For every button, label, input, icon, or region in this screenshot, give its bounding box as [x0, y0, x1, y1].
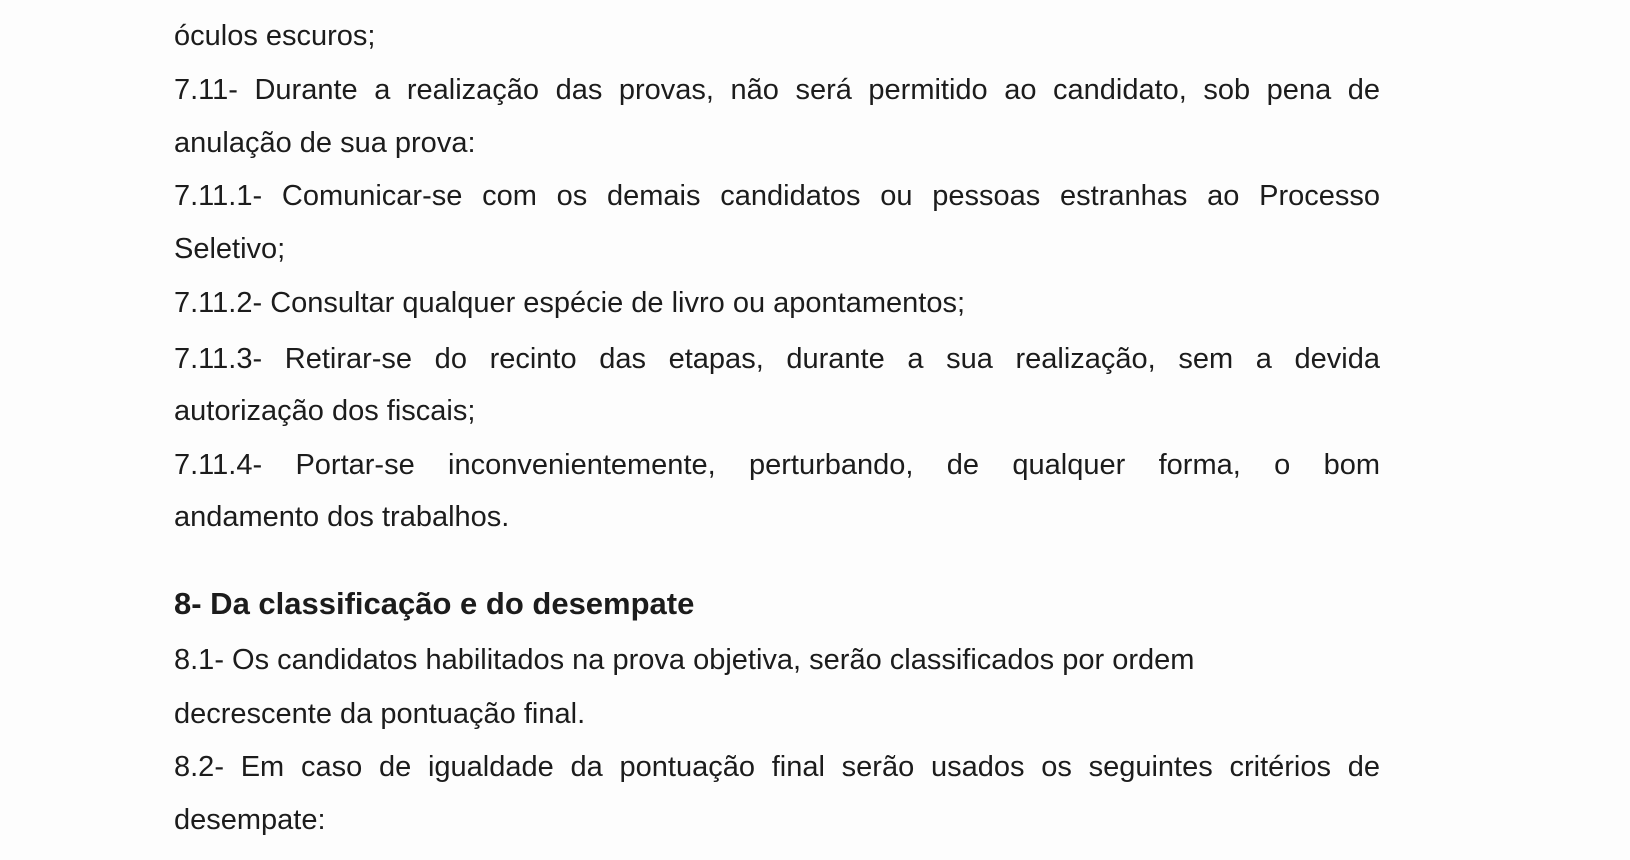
paragraph-line: desempate: [174, 804, 326, 836]
paragraph-line: andamento dos trabalhos. [174, 501, 510, 533]
paragraph-line: Seletivo; [174, 233, 286, 265]
paragraph-line: decrescente da pontuação final. [174, 698, 586, 730]
paragraph-line-7-11-3: 7.11.3- Retirar-se do recinto das etapas, durante a sua realização, sem a devida [174, 343, 1380, 375]
paragraph-line-8-2: 8.2- Em caso de igualdade da pontuação final serão usados os seguintes critérios de [174, 751, 1380, 783]
paragraph-line: anulação de sua prova: [174, 127, 476, 159]
paragraph-line-7-11-4: 7.11.4- Portar-se inconvenientemente, perturbando, de qualquer forma, o bom [174, 449, 1380, 481]
paragraph-line-7-11: 7.11- Durante a realização das provas, não será permitido ao candidato, sob pena de [174, 74, 1380, 106]
paragraph-line-7-11-2: 7.11.2- Consultar qualquer espécie de livro ou apontamentos; [174, 287, 966, 319]
paragraph-line-8-1: 8.1- Os candidatos habilitados na prova objetiva, serão classificados por ordem [174, 644, 1195, 676]
paragraph-line: óculos escuros; [174, 20, 376, 52]
section-heading-8: 8- Da classificação e do desempate [174, 586, 695, 621]
paragraph-line-7-11-1: 7.11.1- Comunicar-se com os demais candidatos ou pessoas estranhas ao Processo [174, 180, 1380, 212]
paragraph-line: autorização dos fiscais; [174, 395, 476, 427]
